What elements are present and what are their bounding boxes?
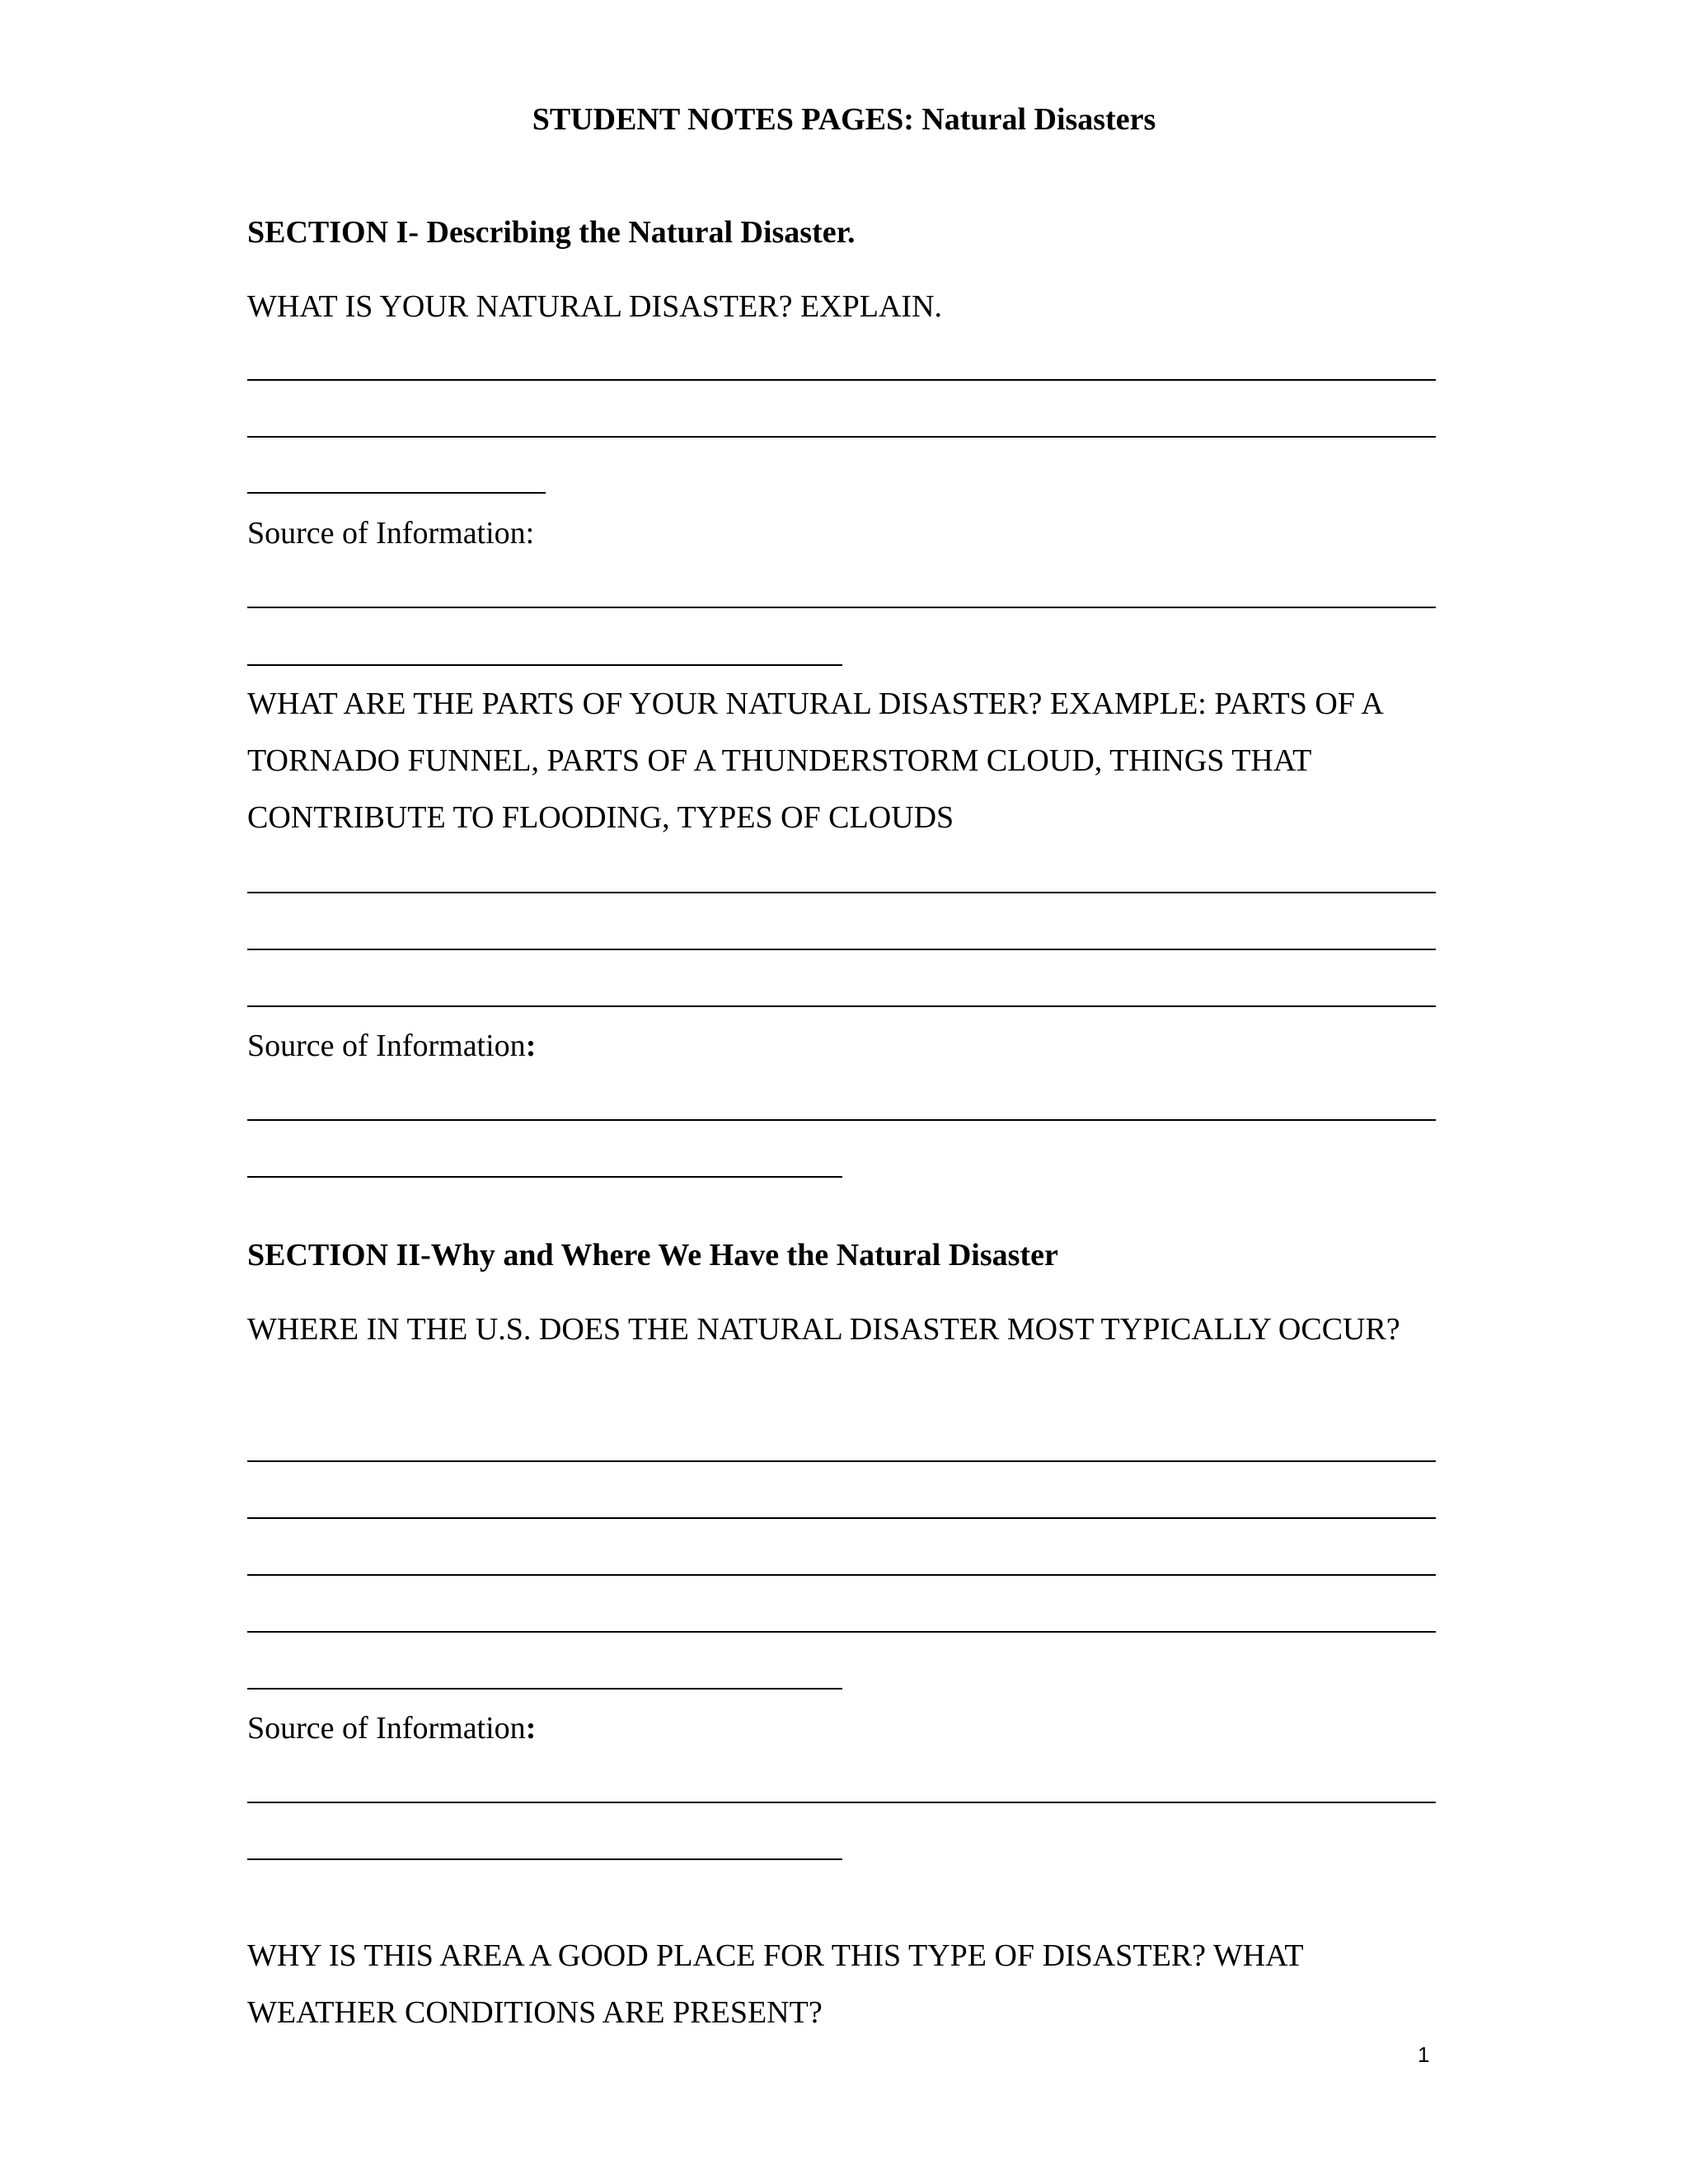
source-label-text: Source of Information <box>247 1029 526 1063</box>
question-where-in-us: WHERE IN THE U.S. DOES THE NATURAL DISASTER MOST TYPICALLY OCCUR? <box>247 1312 1400 1347</box>
answer-line[interactable] <box>247 892 1436 893</box>
answer-line[interactable] <box>247 949 1436 950</box>
source-of-information-label: Source of Information: <box>247 516 535 551</box>
question-parts-of-disaster: WHAT ARE THE PARTS OF YOUR NATURAL DISASTER? EXAMPLE: PARTS OF A TORNADO FUNNEL, PARTS OF A THUNDERSTORM CLOUD, THINGS THAT CONTRIBUTE TO FLOODING, TYPES OF CLOUDS <box>247 687 1382 835</box>
page-title: STUDENT NOTES PAGES: Natural Disasters <box>532 102 1156 137</box>
source-label-text: Source of Information <box>247 1711 526 1746</box>
source-answer-line[interactable] <box>247 1802 1436 1803</box>
source-label-colon: : <box>525 1029 537 1063</box>
source-answer-line[interactable] <box>247 607 1436 608</box>
question-why-this-area: WHY IS THIS AREA A GOOD PLACE FOR THIS TYPE OF DISASTER? WHAT WEATHER CONDITIONS ARE PRESENT? <box>247 1938 1303 2030</box>
source-answer-line[interactable] <box>247 664 842 666</box>
answer-line[interactable] <box>247 379 1436 381</box>
source-answer-line[interactable] <box>247 1176 842 1178</box>
answer-line[interactable] <box>247 436 1436 438</box>
question-what-is-disaster: WHAT IS YOUR NATURAL DISASTER? EXPLAIN. <box>247 289 943 324</box>
answer-line[interactable] <box>247 1517 1436 1519</box>
answer-line[interactable] <box>247 1005 1436 1007</box>
source-of-information-label <box>247 1708 536 1749</box>
answer-line[interactable] <box>247 1631 1436 1633</box>
source-answer-line[interactable] <box>247 1119 1436 1121</box>
section-1-heading: SECTION I- Describing the Natural Disaster. <box>247 215 856 250</box>
source-label-colon: : <box>525 1711 537 1746</box>
page-number: 1 <box>1418 2042 1430 2067</box>
source-answer-line[interactable] <box>247 1858 842 1860</box>
answer-line[interactable] <box>247 492 546 494</box>
answer-line[interactable] <box>247 1574 1436 1576</box>
section-2-heading: SECTION II-Why and Where We Have the Natural Disaster <box>247 1238 1058 1272</box>
answer-line[interactable] <box>247 1688 842 1690</box>
source-of-information-label <box>247 1025 536 1066</box>
answer-line[interactable] <box>247 1460 1436 1462</box>
